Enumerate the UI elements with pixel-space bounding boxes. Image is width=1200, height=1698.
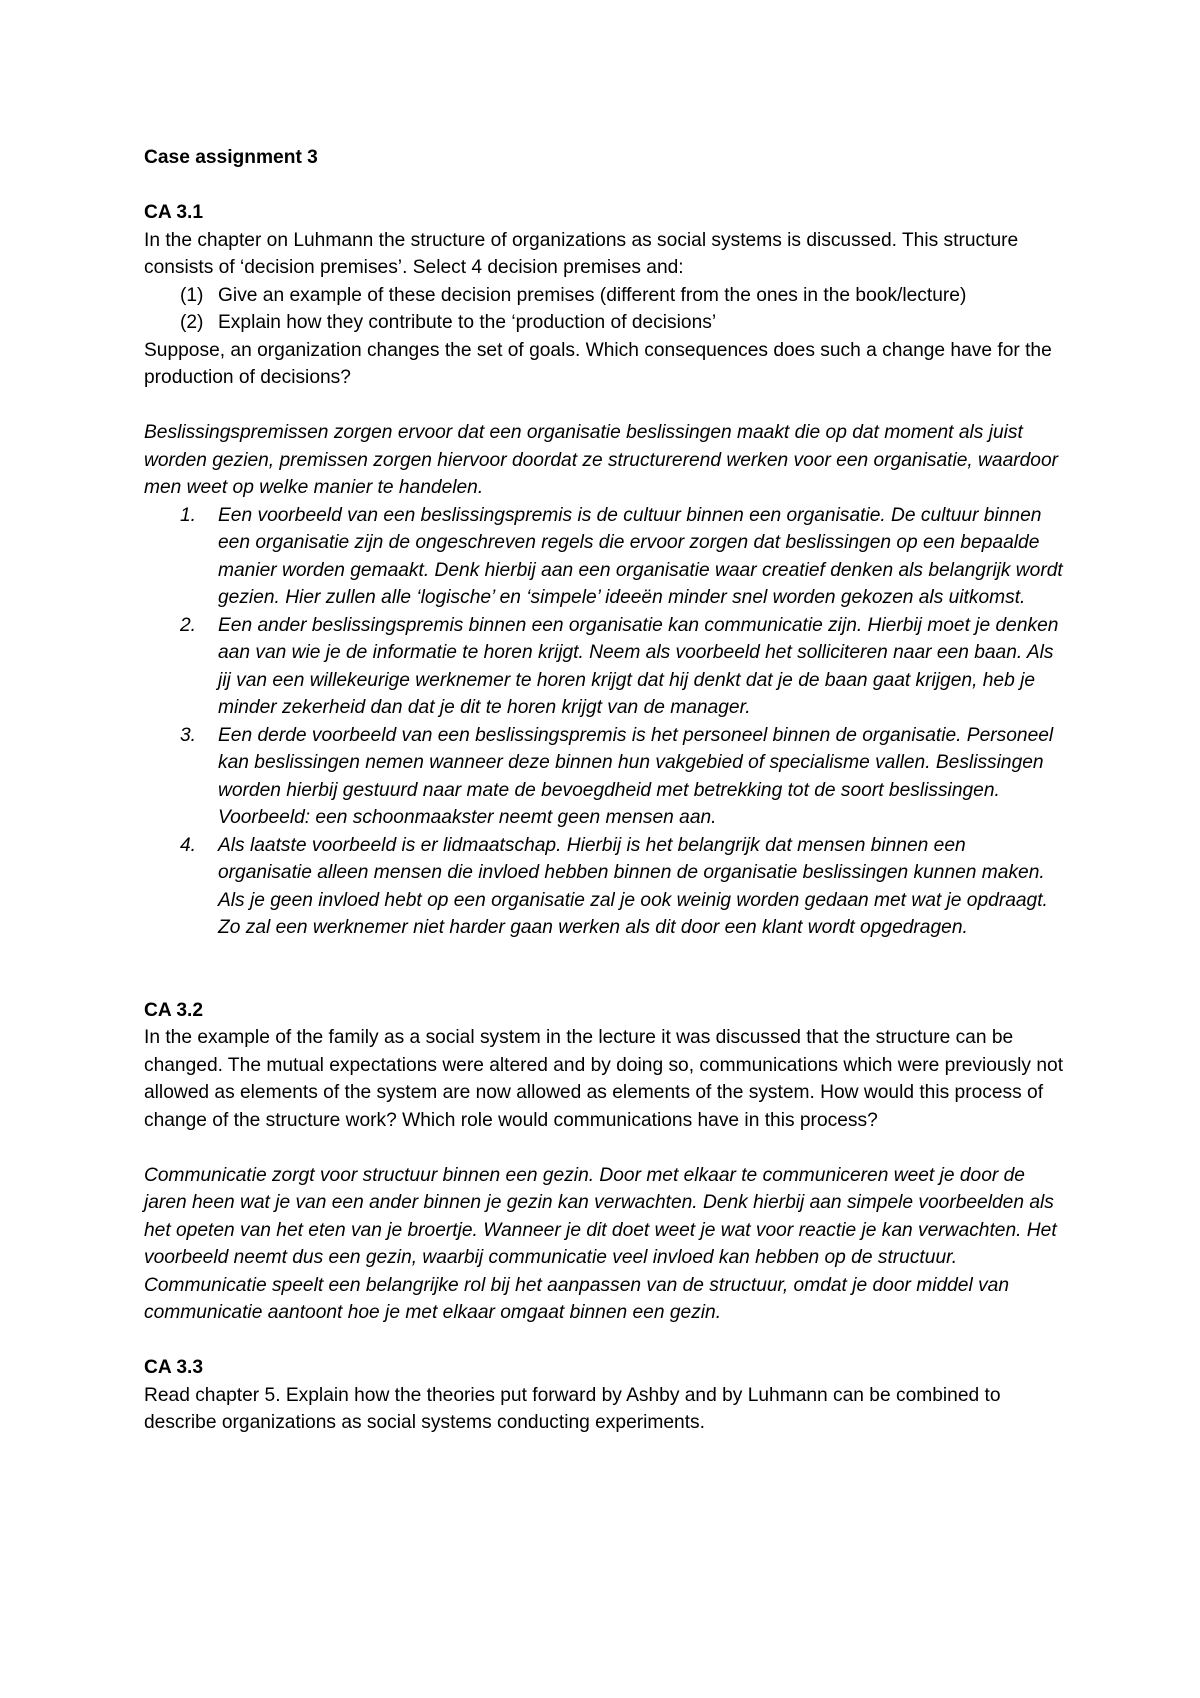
list-item-text: Explain how they contribute to the ‘production of decisions’ (218, 312, 717, 333)
list-item (144, 832, 1064, 942)
section-heading: CA 3.2 (144, 999, 204, 1021)
document-title: Case assignment 3 (144, 147, 318, 168)
spacer (144, 942, 1064, 997)
spacer (144, 1134, 1064, 1162)
list-item-text: Een voorbeeld van een beslissingspremis is de cultuur binnen een organisatie. De cultuur binnen een organisatie zijn de ongeschreven regels die ervoor zorgen dat beslissingen op een bepaalde manier worden gemaakt. Denk hierbij aan een organisatie waar creatief denken als belangrijk wordt gezien. Hier zullen alle ‘logische’ en ‘simpele’ ideeën minder snel worden gekozen als uitkomst. (218, 504, 1063, 608)
spacer (144, 1327, 1064, 1355)
answer-intro: Beslissingspremissen zorgen ervoor dat een organisatie beslissingen maakt die op dat moment als juist worden gezien, premissen zorgen hiervoor doordat ze structurerend werken voor een organisatie, waardoor men weet op welke manier te handelen. (144, 422, 1059, 498)
spacer (144, 392, 1064, 420)
question-text: Read chapter 5. Explain how the theories put forward by Ashby and by Luhmann can be combined to describe organizations as social systems conducting experiments. (144, 1384, 1001, 1433)
list-item-text: Give an example of these decision premises (different from the ones in the book/lecture) (218, 284, 967, 306)
list-item (144, 612, 1064, 722)
list-item (144, 722, 1064, 832)
question-text: Suppose, an organization changes the set of goals. Which consequences does such a change have for the production of decisions? (144, 339, 1052, 388)
section-heading: CA 3.3 (144, 1357, 204, 1378)
section-heading: CA 3.1 (144, 202, 204, 223)
document-body (144, 144, 1064, 1437)
list-marker: 1. (180, 504, 197, 526)
list-marker: (2) (180, 312, 204, 333)
task-list (144, 282, 1064, 337)
list-marker: 3. (180, 724, 197, 746)
question-text: In the example of the family as a social system in the lecture it was discussed that the structure can be changed. The mutual expectations were altered and by doing so, communications which were previously not allowed as elements of the system are now allowed as elements of the system. How would this process of change of the structure work? Which role would communications have in this process? (144, 1027, 1064, 1131)
list-item (144, 502, 1064, 612)
section-ca-3-3 (144, 1354, 1064, 1437)
list-item (144, 282, 1064, 310)
list-item (144, 309, 1064, 337)
question-intro: In the chapter on Luhmann the structure of organizations as social systems is discussed. This structure consists of ‘decision premises’. Select 4 decision premises and: (144, 229, 1019, 278)
answer-list (144, 502, 1064, 942)
answer-text: Communicatie zorgt voor structuur binnen een gezin. Door met elkaar te communiceren weet je door de jaren heen wat je van een ander binnen je gezin kan verwachten. Denk hierbij aan simpele voorbeelden als het opeten van het eten van je broertje. Wanneer je dit doet weet je wat voor reactie je kan verwachten. Het voorbeeld neemt dus een gezin, waarbij communicatie veel invloed kan hebben op de structuur. Communicatie speelt een belangrijke rol bij het aanpassen van de structuur, omdat je door middel van communicatie aantoont hoe je met elkaar omgaat binnen een gezin. (144, 1164, 1057, 1323)
list-marker: (1) (180, 284, 204, 306)
list-item-text: Een ander beslissingspremis binnen een organisatie kan communicatie zijn. Hierbij moet je denken aan van wie je de informatie te horen krijgt. Neem als voorbeeld het solliciteren naar een baan. Als jij van een willekeurige werknemer te horen krijgt dat hij denkt dat je de baan gaat krijgen, heb je minder zekerheid dan dat je dit te horen krijgt van de manager. (218, 614, 1059, 718)
list-marker: 4. (180, 834, 197, 856)
section-ca-3-1 (144, 199, 1064, 942)
list-item-text: Een derde voorbeeld van een beslissingspremis is het personeel binnen de organisatie. Personeel kan beslissingen nemen wanneer deze binnen hun vakgebied of specialisme vallen. Beslissingen worden hierbij gestuurd naar mate de bevoegdheid met betrekking tot de soort beslissingen. Voorbeeld: een schoonmaakster neemt geen mensen aan. (218, 724, 1054, 828)
section-ca-3-2 (144, 997, 1064, 1327)
list-item-text: Als laatste voorbeeld is er lidmaatschap. Hierbij is het belangrijk dat mensen binnen een organisatie alleen mensen die invloed hebben binnen de organisatie beslissingen kunnen maken. Als je geen invloed hebt op een organisatie zal je ook weinig worden gedaan met wat je opdraagt. Zo zal een werknemer niet harder gaan werken als dit door een klant wordt opgedragen. (218, 834, 1048, 938)
list-marker: 2. (180, 614, 197, 636)
